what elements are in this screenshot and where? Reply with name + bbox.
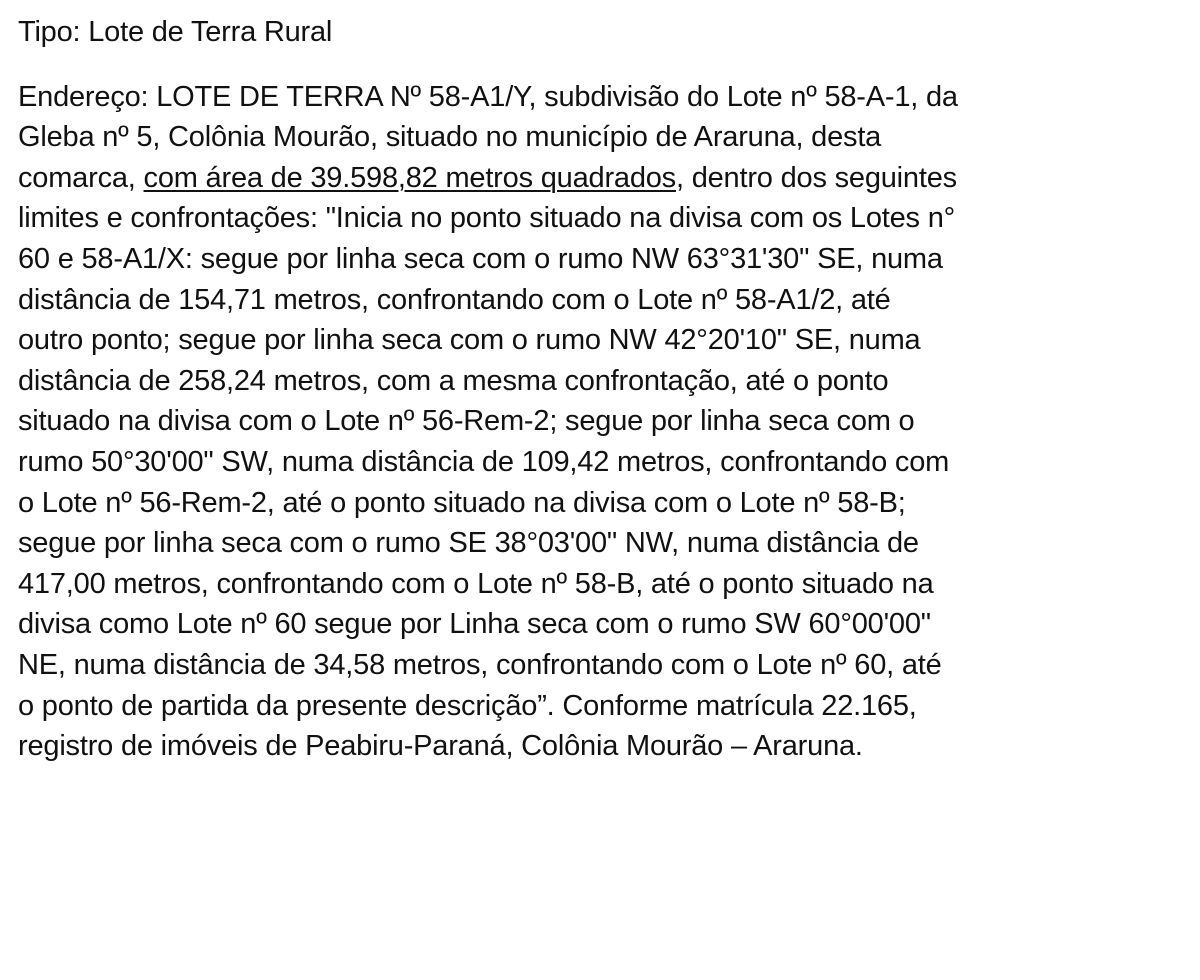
address-line: registro de imóveis de Peabiru-Paraná, Colônia Mourão – Araruna. xyxy=(18,730,863,763)
area-underlined-text: com área de 39.598,82 metros quadrados xyxy=(143,161,676,194)
address-line xyxy=(18,158,1183,199)
address-line: distância de 154,71 metros, confrontando com o Lote nº 58-A1/2, até xyxy=(18,283,891,316)
address-line: outro ponto; segue por linha seca com o rumo NW 42°20'10" SE, numa xyxy=(18,324,921,357)
address-line: 60 e 58-A1/X: segue por linha seca com o rumo NW 63°31'30" SE, numa xyxy=(18,242,943,275)
address-line: Gleba nº 5, Colônia Mourão, situado no município de Araruna, desta xyxy=(18,121,882,154)
document-body xyxy=(18,12,1183,767)
address-line: o ponto de partida da presente descrição”. Conforme matrícula 22.165, xyxy=(18,689,917,722)
address-line: rumo 50°30'00" SW, numa distância de 109,42 metros, confrontando com xyxy=(18,445,950,478)
property-type-line: Tipo: Lote de Terra Rural xyxy=(18,16,333,48)
address-line: Endereço: LOTE DE TERRA Nº 58-A1/Y, subdivisão do Lote nº 58-A-1, da xyxy=(18,80,958,113)
paragraph-gap xyxy=(18,53,1183,77)
address-line: segue por linha seca com o rumo SE 38°03'00" NW, numa distância de xyxy=(18,527,919,560)
address-line: divisa como Lote nº 60 segue por Linha seca com o rumo SW 60°00'00" xyxy=(18,608,931,641)
address-line: 417,00 metros, confrontando com o Lote nº 58-B, até o ponto situado na xyxy=(18,567,934,600)
address-text: , dentro dos seguintes xyxy=(675,161,957,194)
address-line: distância de 258,24 metros, com a mesma confrontação, até o ponto xyxy=(18,364,889,397)
address-line: situado na divisa com o Lote nº 56-Rem-2; segue por linha seca com o xyxy=(18,405,915,438)
address-line: limites e confrontações: "Inicia no ponto situado na divisa com os Lotes n° xyxy=(18,202,956,235)
address-line: o Lote nº 56-Rem-2, até o ponto situado na divisa com o Lote nº 58-B; xyxy=(18,486,906,519)
address-text: comarca, xyxy=(18,161,144,194)
address-line: NE, numa distância de 34,58 metros, confrontando com o Lote nº 60, até xyxy=(18,648,942,681)
address-paragraph xyxy=(18,77,1183,767)
